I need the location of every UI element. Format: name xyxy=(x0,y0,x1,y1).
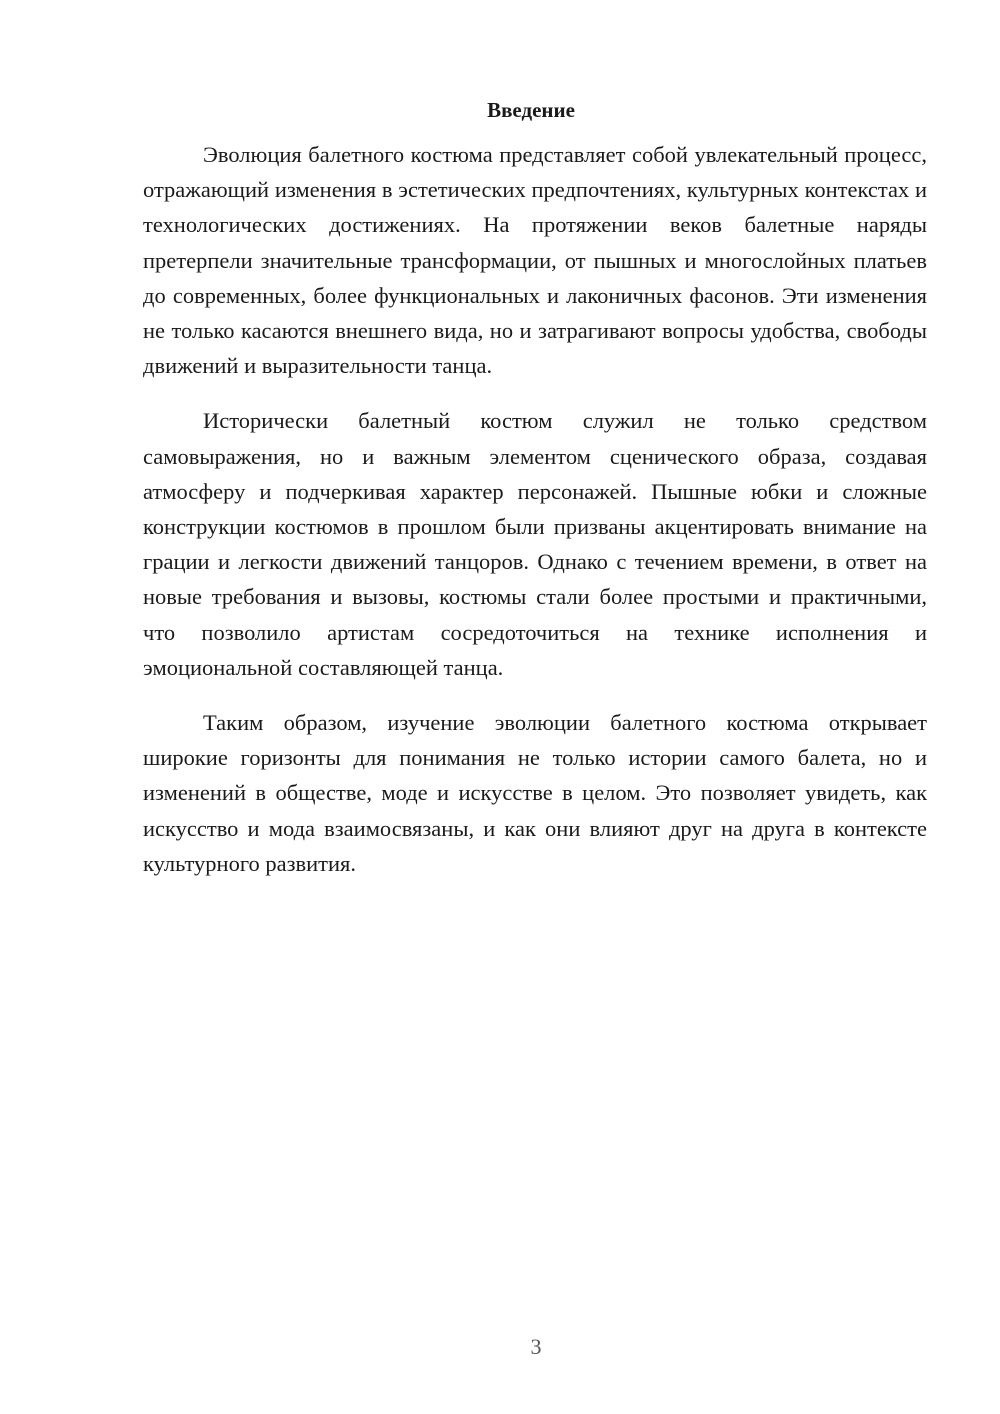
paragraph-1: Эволюция балетного костюма представляет собой увлекательный процесс, отражающий изменения в эстетических предпочтениях, культурных контекстах и технологических достижениях. На протяжении веков балетные наряды претерпели значительные трансформации, от пышных и многослойных платьев до современных, более функциональных и лаконичных фасонов. Эти изменения не только касаются внешнего вида, но и затрагивают вопросы удобства, свободы движений и выразительности танца. xyxy=(143,142,927,379)
page-number: 3 xyxy=(530,1334,542,1359)
section-title: Введение xyxy=(487,98,575,122)
paragraph-2: Исторически балетный костюм служил не только средством самовыражения, но и важным элементом сценического образа, создавая атмосферу и подчеркивая характер персонажей. Пышные юбки и сложные конструкции костюмов в прошлом были призваны акцентировать внимание на грации и легкости движений танцоров. Однако с течением времени, в ответ на новые требования и вызовы, костюмы стали более простыми и практичными, что позволило артистам сосредоточиться на технике исполнения и эмоциональной составляющей танца. xyxy=(143,408,927,680)
paragraph-3: Таким образом, изучение эволюции балетного костюма открывает широкие горизонты для понимания не только истории самого балета, но и изменений в обществе, моде и искусстве в целом. Это позволяет увидеть, как искусство и мода взаимосвязаны, и как они влияют друг на друга в контексте культурного развития. xyxy=(143,710,927,876)
page-content xyxy=(143,95,927,901)
